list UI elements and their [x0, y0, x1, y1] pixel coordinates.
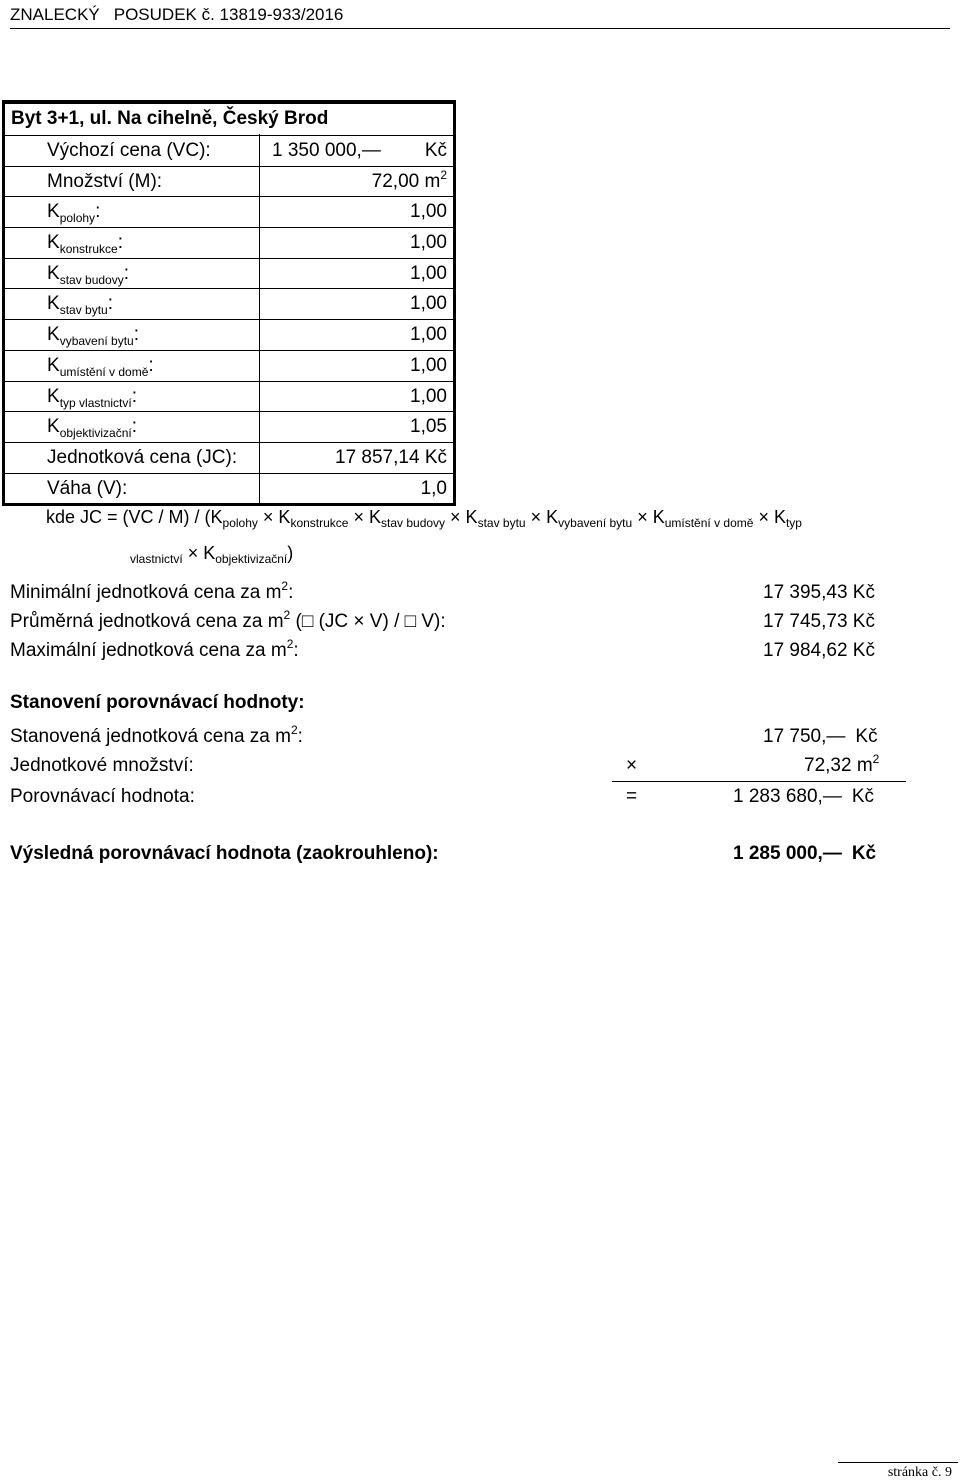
box-title-row	[5, 103, 453, 135]
k-stav-bytu-value: 1,00	[410, 293, 447, 315]
header-title: ZNALECKÝ	[10, 5, 100, 24]
vc-label: Výchozí cena (VC):	[47, 140, 211, 161]
result-value: 1 285 000,— Kč	[733, 843, 877, 864]
min-price-label: Minimální jednotková cena za $m^2$:	[10, 579, 294, 603]
k-objektivizacni-label: $K_{objektivizační}$:	[47, 416, 138, 441]
row-k-stav-bytu	[5, 288, 453, 319]
k-umisteni-label: $K_{umístění v domě}$:	[47, 354, 154, 379]
row-vc	[5, 135, 453, 166]
header-report-number: POSUDEK č. 13819-933/2016	[113, 5, 344, 24]
k-typ-label: $K_{typ vlastnictví}$:	[47, 385, 137, 410]
k-stav-bytu-label: $K_{stav bytu}$:	[47, 293, 113, 318]
row-vaha	[5, 473, 453, 504]
formula-line-2: $_{vlastnictví} \times K_{objektivizační}$)	[130, 543, 294, 566]
quantity-operator: ×	[626, 755, 638, 776]
k-konstrukce-label: $K_{konstrukce}$:	[47, 232, 123, 257]
comparison-value: 1 283 680,— Kč	[733, 786, 874, 807]
box-title: Byt 3+1, ul. Na cihelně, Český Brod	[11, 108, 329, 129]
k-stav-budovy-label: $K_{stav budovy}$:	[47, 262, 130, 287]
valuation-box	[2, 100, 456, 506]
page-number: stránka č. 9	[887, 1465, 952, 1480]
comparison-label: Porovnávací hodnota:	[10, 786, 195, 807]
k-umisteni-value: 1,00	[410, 354, 447, 376]
row-jc	[5, 442, 453, 473]
m-value: 72,00 $m^2$	[371, 167, 447, 192]
vaha-value: 1,0	[420, 477, 447, 499]
row-k-vybaveni	[5, 319, 453, 350]
max-price-value: 17 984,62 Kč	[763, 640, 875, 661]
determination-heading: Stanovení porovnávací hodnoty:	[10, 692, 305, 713]
avg-price-value: 17 745,73 Kč	[763, 611, 875, 632]
row-k-polohy	[5, 196, 453, 227]
unit-price-value: 17 750,— Kč	[763, 726, 878, 747]
k-vybaveni-value: 1,00	[410, 324, 447, 346]
row-k-objektivizacni	[5, 411, 453, 442]
row-k-typ	[5, 381, 453, 412]
vc-value: 1 350 000,— Kč	[272, 140, 447, 161]
row-k-stav-budovy	[5, 258, 453, 289]
min-price-value: 17 395,43 Kč	[763, 582, 875, 603]
k-stav-budovy-value: 1,00	[410, 262, 447, 284]
vaha-label: Váha (V):	[47, 477, 128, 499]
k-typ-value: 1,00	[410, 385, 447, 407]
row-k-konstrukce	[5, 227, 453, 258]
k-konstrukce-value: 1,00	[410, 232, 447, 254]
jc-value: 17 857,14 Kč	[335, 446, 447, 468]
comparison-operator: =	[626, 786, 638, 807]
unit-price-label: Stanovená jednotková cena za $m^2$:	[10, 723, 303, 747]
row-k-umisteni	[5, 350, 453, 381]
footer-line	[838, 1462, 958, 1463]
document-header	[10, 4, 950, 29]
k-objektivizacni-value: 1,05	[410, 416, 447, 438]
avg-price-label: Průměrná jednotková cena za $m^2$ (□ (JC × V) / □ V):	[10, 608, 446, 632]
max-price-label: Maximální jednotková cena za $m^2$:	[10, 637, 299, 661]
separator-line	[612, 781, 906, 782]
k-polohy-label: $K_{polohy}$:	[47, 201, 101, 226]
quantity-value: 72,32 $m^2$	[804, 752, 880, 776]
k-vybaveni-label: $K_{vybavení bytu}$:	[47, 324, 140, 349]
quantity-label: Jednotkové množství:	[10, 755, 194, 776]
result-label: Výsledná porovnávací hodnota (zaokrouhleno):	[10, 843, 439, 864]
formula-line-1: kde JC = $(VC / M) / (K_{polohy} \times K_{konstrukce} \times K_{stav budovy} \times K_{stav bytu} \times K_{vybavení bytu} \times K_{umístění v domě} \times K_{typ}$	[46, 507, 802, 530]
formula-text	[46, 500, 946, 572]
row-m	[5, 166, 453, 197]
k-polohy-value: 1,00	[410, 201, 447, 223]
m-label: Množství (M):	[47, 170, 163, 192]
jc-label: Jednotková cena (JC):	[47, 446, 238, 468]
